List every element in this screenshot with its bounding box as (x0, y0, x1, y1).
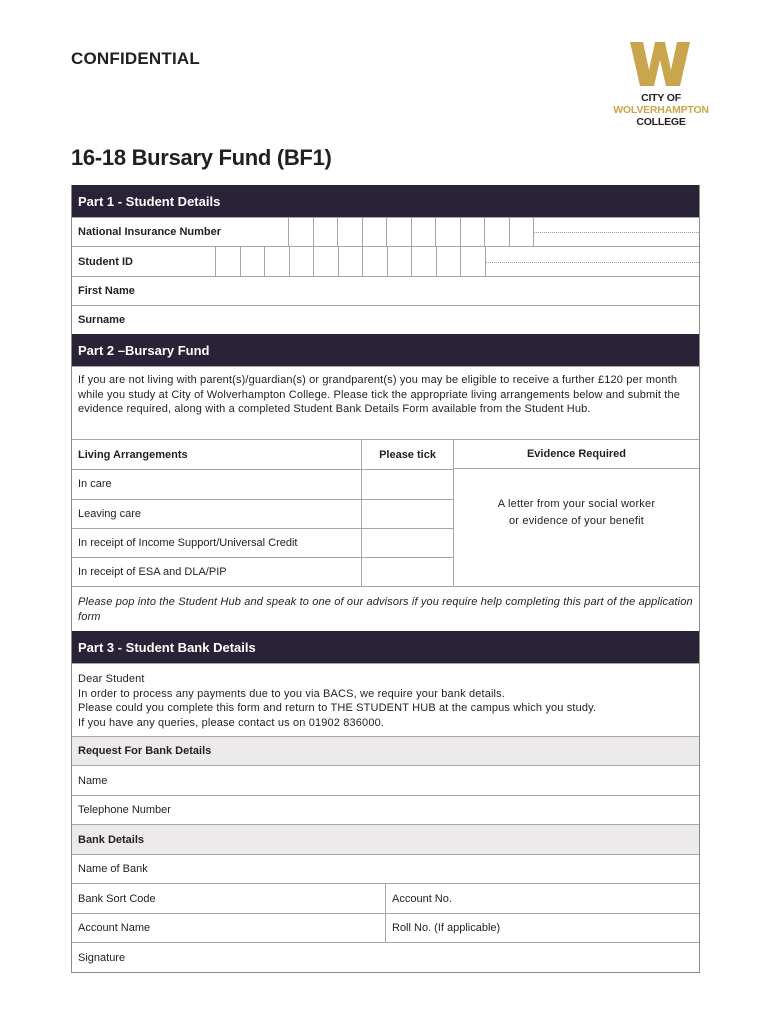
bank-heading-row (72, 824, 699, 854)
tick-box-in-care[interactable] (362, 469, 453, 498)
tick-box-income-support[interactable] (362, 528, 453, 557)
ni-box[interactable] (313, 218, 338, 246)
student-id-box[interactable] (289, 247, 314, 276)
part2-heading: Part 2 –Bursary Fund (72, 334, 699, 366)
ni-box[interactable] (386, 218, 411, 246)
request-heading-row (72, 736, 699, 765)
ni-box[interactable] (337, 218, 362, 246)
ni-number-boxes[interactable] (288, 218, 699, 246)
student-id-box[interactable] (264, 247, 289, 276)
signature-row[interactable] (72, 942, 699, 972)
bank-name-label: Name of Bank (78, 863, 148, 875)
logo-line-1: CITY OF (641, 92, 681, 104)
student-id-box[interactable] (313, 247, 338, 276)
page-title: 16-18 Bursary Fund (BF1) (71, 145, 332, 170)
account-name-row (72, 913, 699, 943)
telephone-label: Telephone Number (78, 804, 171, 816)
student-id-label: Student ID (78, 255, 133, 268)
intro-line-3: Please could you complete this form and return to THE STUDENT HUB at the campus which you study. (78, 702, 597, 715)
arrangement-leaving-care: Leaving care (72, 499, 361, 528)
ni-box[interactable] (288, 218, 313, 246)
ni-box[interactable] (509, 218, 534, 246)
college-logo (611, 42, 711, 130)
student-id-box[interactable] (460, 247, 485, 276)
arrangement-in-care: In care (72, 469, 361, 498)
sort-code-row (72, 883, 699, 913)
ni-box[interactable] (435, 218, 460, 246)
part2-intro: If you are not living with parent(s)/guardian(s) or grandparent(s) you may be eligible to receive a further £120 per month while you study at City of Wolverhampton College. Please tick the appropriate living arrangements below and submit the evidence required, along with a completed Student Bank Details Form available from the Student Hub. (72, 366, 699, 439)
ni-box[interactable] (460, 218, 485, 246)
student-id-box[interactable] (411, 247, 436, 276)
account-no-field[interactable] (385, 884, 699, 913)
intro-line-1: Dear Student (78, 673, 145, 686)
signature-label: Signature (78, 951, 126, 964)
student-id-box[interactable] (387, 247, 412, 276)
bursary-form (71, 185, 700, 973)
request-heading: Request For Bank Details (78, 745, 212, 758)
ni-box[interactable] (411, 218, 436, 246)
ni-box[interactable] (362, 218, 387, 246)
bank-name-row[interactable] (72, 854, 699, 884)
col-tick-header: Please tick (379, 448, 436, 461)
living-arrangements-table (72, 439, 699, 586)
surname-label: Surname (78, 314, 126, 326)
name-label: Name (78, 774, 108, 787)
part2-note: Please pop into the Student Hub and speak to one of our advisors if you require help completing this part of the application form (72, 586, 699, 631)
intro-line-2: In order to process any payments due to you via BACS, we require your bank details. (78, 687, 506, 700)
roll-no-label: Roll No. (If applicable) (392, 922, 501, 934)
evidence-text: A letter from your social worker or evidence of your benefit (497, 498, 656, 528)
confidential-label: CONFIDENTIAL (71, 49, 200, 68)
bank-heading: Bank Details (78, 833, 145, 846)
ni-filler (533, 218, 699, 246)
student-id-box[interactable] (338, 247, 363, 276)
logo-line-3: COLLEGE (636, 116, 686, 128)
student-id-filler (485, 247, 700, 276)
account-name-label: Account Name (78, 922, 151, 934)
ni-number-label: National Insurance Number (78, 226, 222, 238)
tick-box-leaving-care[interactable] (362, 499, 453, 528)
telephone-row[interactable] (72, 795, 699, 825)
student-id-row (72, 246, 699, 276)
first-name-label: First Name (78, 285, 135, 297)
first-name-row[interactable] (72, 276, 699, 305)
roll-no-field[interactable] (385, 914, 699, 943)
part3-heading: Part 3 - Student Bank Details (72, 631, 699, 663)
student-id-box[interactable] (240, 247, 265, 276)
arrangement-income-support: In receipt of Income Support/Universal Credit (72, 528, 361, 557)
sort-code-field[interactable] (72, 884, 385, 913)
part1-heading: Part 1 - Student Details (72, 185, 699, 217)
tick-box-esa-dla[interactable] (362, 557, 453, 586)
account-name-field[interactable] (72, 914, 385, 943)
student-id-box[interactable] (436, 247, 461, 276)
name-row[interactable] (72, 765, 699, 795)
col-evidence-header: Evidence Required (454, 440, 699, 469)
student-id-boxes[interactable] (215, 247, 699, 276)
arrangement-esa-dla: In receipt of ESA and DLA/PIP (72, 557, 361, 586)
intro-line-4: If you have any queries, please contact us on 01902 836000. (78, 716, 385, 729)
col-living-header: Living Arrangements (78, 448, 188, 461)
ni-box[interactable] (484, 218, 509, 246)
student-id-box[interactable] (215, 247, 240, 276)
sort-code-label: Bank Sort Code (78, 892, 156, 905)
account-no-label: Account No. (392, 892, 452, 905)
part3-intro (72, 663, 699, 736)
w-logo-icon (630, 42, 692, 86)
ni-number-row (72, 217, 699, 246)
logo-line-2: WOLVERHAMPTON (613, 104, 709, 116)
student-id-box[interactable] (362, 247, 387, 276)
surname-row[interactable] (72, 305, 699, 334)
